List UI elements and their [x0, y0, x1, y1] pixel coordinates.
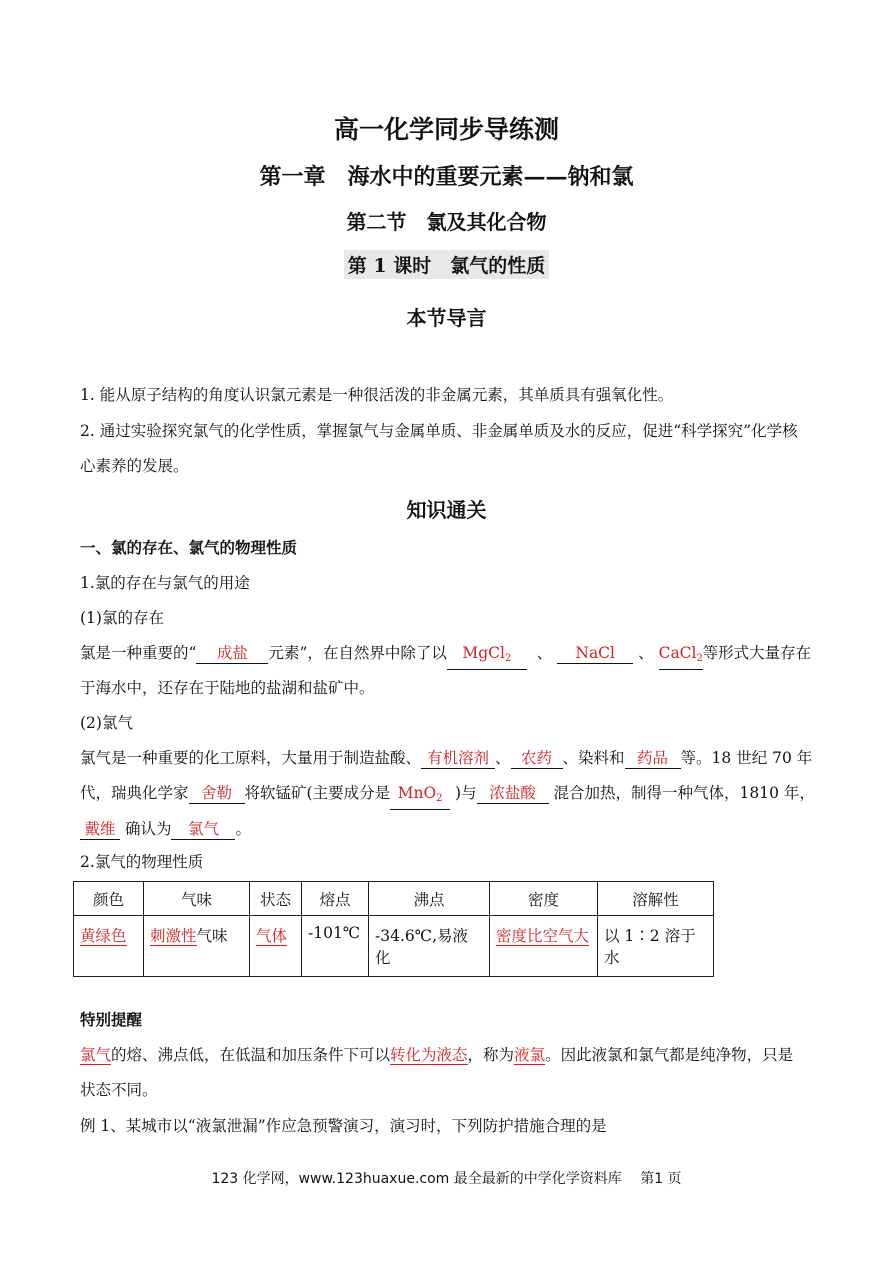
color-value: 黄绿色: [80, 927, 127, 945]
guide-item-2-line1: 2. 通过实验探究氯气的化学性质，掌握氯气与金属单质、非金属单质及水的反应，促进“科学探究”化学核: [80, 422, 798, 440]
table-row: [74, 916, 714, 977]
density-value: 密度比空气大: [496, 927, 590, 945]
text: 氯气是一种重要的化工原料，大量用于制造盐酸、: [80, 749, 422, 767]
text: )与: [455, 784, 477, 802]
answer-blank: 农药: [511, 748, 563, 769]
text: 氯是一种重要的“: [80, 644, 197, 662]
answer-blank: NaCl: [557, 643, 633, 664]
answer-blank: [390, 783, 450, 810]
knowledge-heading: 知识通关: [406, 498, 487, 522]
smell-value: 刺激性: [150, 927, 197, 945]
text: 等形式大量存在: [702, 644, 812, 662]
subsection-1-2: (2)氯气: [80, 714, 133, 732]
existence-line-2: 于海水中，还存在于陆地的盐湖和盐矿中。: [80, 679, 375, 697]
guide-item-1: 1. 能从原子结构的角度认识氯元素是一种很活泼的非金属元素，其单质具有强氧化性。: [80, 386, 674, 404]
answer-blank: 舍勒: [189, 783, 245, 804]
physical-properties-table: [73, 881, 714, 977]
table-cell: [74, 916, 144, 977]
answer-blank: 氯气: [171, 819, 235, 840]
answer-blank: 有机溶剂: [421, 748, 495, 769]
text: 。因此液氯和氯气都是纯净物，只是: [545, 1046, 794, 1064]
table-cell: [250, 916, 302, 977]
table-cell: [490, 916, 598, 977]
state-value: 气体: [256, 927, 288, 945]
table-header-cell: 状态: [250, 882, 302, 916]
text: 代，瑞典化学家: [80, 784, 189, 802]
text: 、染料和: [562, 749, 625, 767]
section-1-title: 一、氯的存在、氯气的物理性质: [80, 538, 298, 557]
table-cell: -34.6℃,易液化: [369, 916, 490, 977]
page-footer: 123 化学网，www.123huaxue.com 最全最新的中学化学资料库 第1 页: [211, 1171, 682, 1187]
section-title: 第二节 氯及其化合物: [346, 210, 547, 234]
formula: MgCl: [462, 644, 505, 662]
example-1: 例 1、某城市以“液氯泄漏”作应急预警演习，演习时，下列防护措施合理的是: [80, 1117, 607, 1135]
chlorine-line-3: [80, 818, 251, 840]
subsection-1-1: (1)氯的存在: [80, 609, 164, 627]
answer-underline: 氯气: [80, 1046, 112, 1064]
subscript: 2: [696, 653, 703, 664]
existence-line-1: [80, 642, 811, 670]
table-header-cell: 气味: [144, 882, 250, 916]
text: 、: [536, 644, 553, 662]
chapter-title: 第一章 海水中的重要元素——钠和氯: [259, 164, 634, 190]
answer-blank: 戴维: [80, 819, 120, 840]
chlorine-line-2: [80, 782, 815, 810]
page-title: 高一化学同步导练测: [333, 115, 559, 144]
subscript: 2: [505, 653, 512, 664]
table-header-cell: 熔点: [302, 882, 369, 916]
table-cell: -101℃: [302, 916, 369, 977]
reminder-line-2: 状态不同。: [80, 1081, 158, 1099]
table-header-row: [74, 882, 714, 916]
guide-item-2-line2: 心素养的发展。: [80, 457, 189, 475]
subscript: 2: [436, 793, 443, 804]
table-cell: [144, 916, 250, 977]
reminder-title: 特别提醒: [80, 1010, 143, 1029]
answer-blank: [447, 643, 527, 670]
table-header-cell: 溶解性: [598, 882, 714, 916]
chlorine-line-1: [80, 747, 812, 769]
subsection-2: 2.氯气的物理性质: [80, 853, 204, 871]
guide-heading: 本节导言: [406, 306, 487, 330]
text: 的熔、沸点低，在低温和加压条件下可以: [111, 1046, 391, 1064]
text: 等。18 世纪 70 年: [680, 749, 813, 767]
text: 将软锰矿(主要成分是: [244, 784, 391, 802]
subsection-1: 1.氯的存在与氯气的用途: [80, 574, 250, 592]
table-header-cell: 颜色: [74, 882, 144, 916]
text: 。: [235, 820, 251, 838]
smell-suffix: 气味: [196, 927, 228, 945]
answer-underline: 转化为液态: [390, 1046, 468, 1064]
table-cell: 以 1∶2 溶于水: [598, 916, 714, 977]
table-header-cell: 密度: [490, 882, 598, 916]
text: 、: [495, 749, 511, 767]
text: 元素”，在自然界中除了以: [268, 644, 447, 662]
formula: MnO: [397, 784, 437, 802]
table-header-cell: 沸点: [369, 882, 490, 916]
text: 、: [638, 644, 654, 662]
lesson-title: 第 1 课时 氯气的性质: [344, 250, 549, 279]
answer-blank: 成盐: [196, 643, 268, 664]
text: ，称为: [467, 1046, 515, 1064]
answer-underline: 液氯: [514, 1046, 546, 1064]
text: 确认为: [124, 820, 172, 838]
answer-blank: 药品: [625, 748, 681, 769]
formula: CaCl: [658, 644, 697, 662]
reminder-line-1: [80, 1044, 793, 1066]
answer-blank: [659, 643, 703, 670]
lesson-title-wrap: [0, 250, 893, 279]
answer-blank: 浓盐酸: [477, 783, 549, 804]
text: 混合加热，制得一种气体，1810 年，: [553, 784, 815, 802]
